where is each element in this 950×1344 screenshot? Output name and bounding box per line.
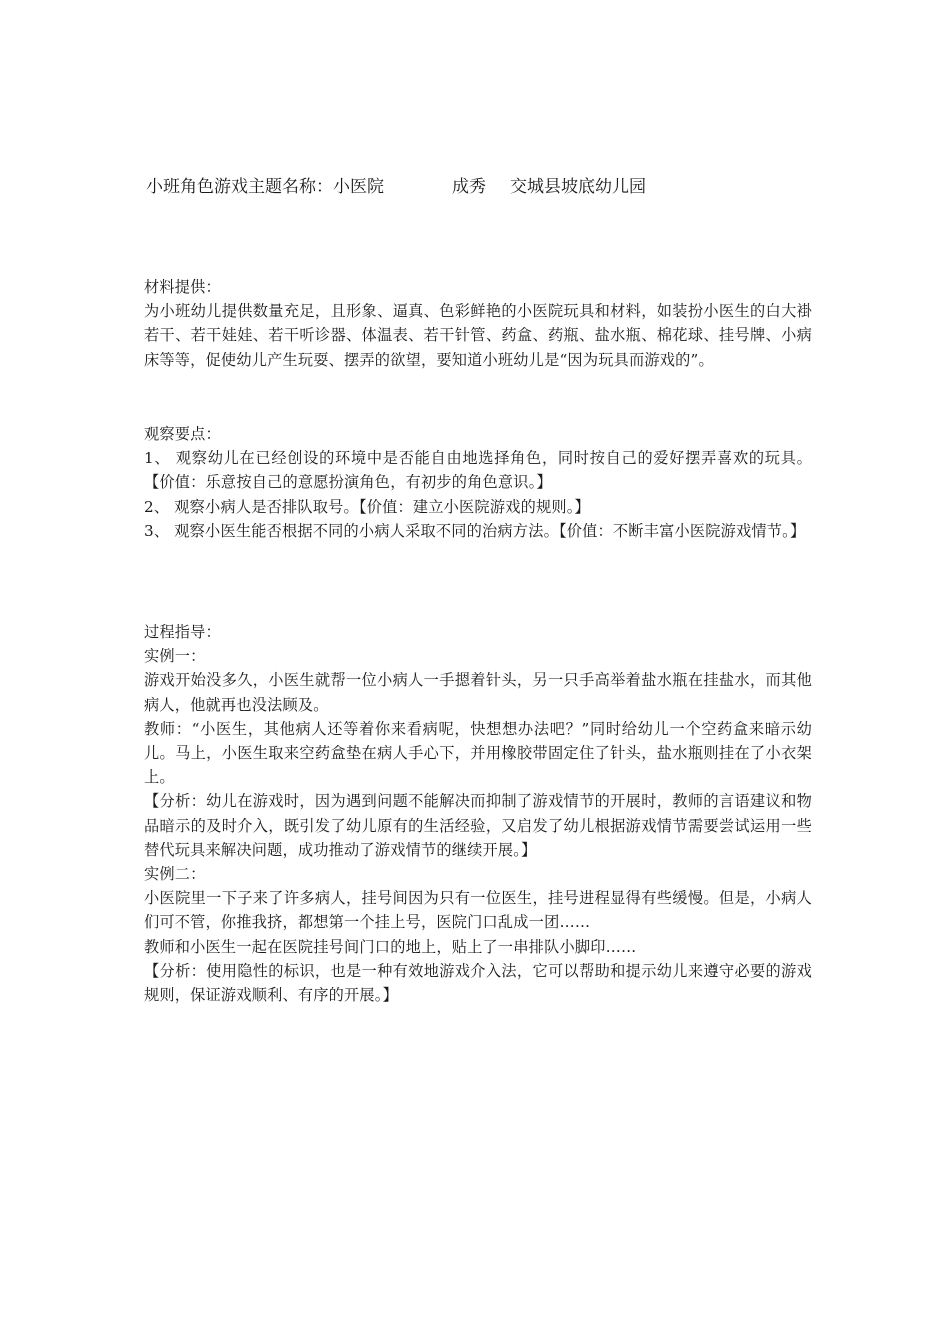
materials-text: 为小班幼儿提供数量充足，且形象、逼真、色彩鲜艳的小医院玩具和材料，如装扮小医生的白大褂若干、若干娃娃、若干听诊器、体温表、若干针管、药盒、药瓶、盐水瓶、棉花球、挂号牌、小病床等等，促使幼儿产生玩耍、摆弄的欲望，要知道小班幼儿是“因为玩具而游戏的”。 [144, 302, 812, 369]
case1-paragraph-2: 教师：“小医生，其他病人还等着你来看病呢，快想想办法吧？”同时给幼儿一个空药盒来暗示幼儿。马上，小医生取来空药盒垫在病人手心下，并用橡胶带固定住了针头，盐水瓶则挂在了小衣架上。 [144, 719, 812, 787]
materials-heading: 材料提供： [144, 278, 221, 296]
author-name: 成秀 [452, 177, 486, 197]
observation-section [144, 422, 812, 543]
case2-paragraph-1: 小医院里一下子来了许多病人，挂号间因为只有一位医生，挂号进程显得有些缓慢。但是，小病人们可不管，你推我挤，都想第一个挂上号，医院门口乱成一团…… [144, 889, 812, 932]
case2-analysis: 【分析：使用隐性的标识，也是一种有效地游戏介入法，它可以帮助和提示幼儿来遵守必要的游戏规则，保证游戏顺利、有序的开展。】 [144, 961, 812, 1005]
school-name: 交城县坡底幼儿园 [510, 177, 646, 197]
process-heading: 过程指导： [144, 623, 221, 641]
observation-heading: 观察要点： [144, 425, 221, 443]
document-header [146, 174, 826, 200]
observation-item-1: 1、 观察幼儿在已经创设的环境中是否能自由地选择角色，同时按自己的爱好摆弄喜欢的玩具。【价值：乐意按自己的意愿扮演角色，有初步的角色意识。】 [144, 449, 812, 492]
document-title: 小班角色游戏主题名称：小医院 [146, 177, 384, 197]
process-section [144, 620, 812, 1007]
materials-section [144, 275, 812, 372]
observation-item-3: 3、 观察小医生能否根据不同的小病人采取不同的治病方法。【价值：不断丰富小医院游戏情节。】 [144, 521, 806, 540]
case1-paragraph-1: 游戏开始没多久，小医生就帮一位小病人一手摁着针头，另一只手高举着盐水瓶在挂盐水，而其他病人，他就再也没法顾及。 [144, 671, 812, 714]
observation-item-2: 2、 观察小病人是否排队取号。【价值：建立小医院游戏的规则。】 [144, 497, 590, 516]
case2-paragraph-2: 教师和小医生一起在医院挂号间门口的地上，贴上了一串排队小脚印…… [144, 937, 637, 956]
case2-label: 实例二： [144, 865, 206, 884]
case1-label: 实例一： [144, 647, 206, 666]
case1-analysis: 【分析：幼儿在游戏时，因为遇到问题不能解决而抑制了游戏情节的开展时，教师的言语建议和物品暗示的及时介入，既引发了幼儿原有的生活经验，又启发了幼儿根据游戏情节需要尝试运用一些替代玩具来解决问题，成功推动了游戏情节的继续开展。】 [144, 792, 812, 859]
